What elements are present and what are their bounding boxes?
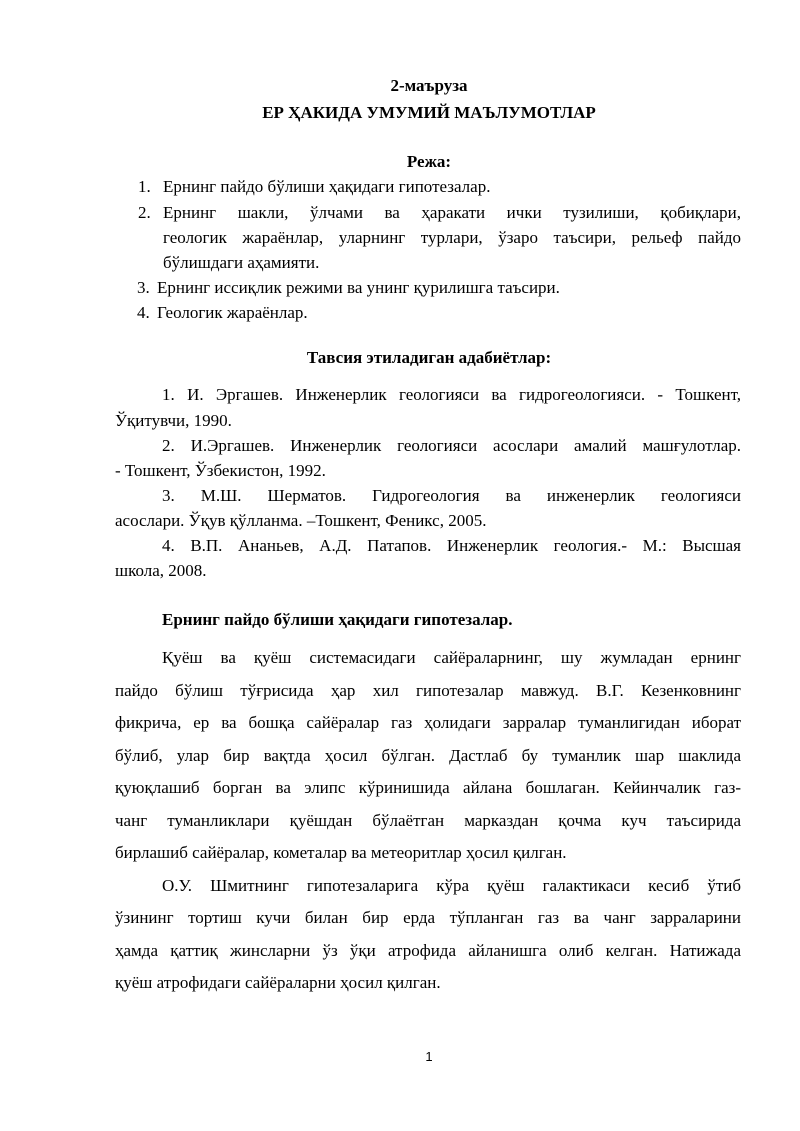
- paragraph-line: қуёш атрофидаги сайёраларни ҳосил қилган.: [115, 973, 441, 992]
- literature-item: 2. И.Эргашев. Инженерлик геологияси асослари амалий машғулотлар.: [162, 436, 741, 455]
- plan-item-line: Ернинг шакли, ўлчами ва ҳаракати ички тузилиши, қобиқлари,: [163, 203, 741, 222]
- paragraph-line: ўзининг тортиш кучи билан бир ерда тўпланган газ ва чанг зарраларини: [115, 908, 741, 927]
- paragraph-line: О.У. Шмитнинг гипотезаларига кўра қуёш галактикаси кесиб ўтиб: [162, 876, 741, 895]
- plan-heading: Режа:: [406, 152, 452, 171]
- paragraph-line: Қуёш ва қуёш системасидаги сайёраларнинг, шу жумладан ернинг: [162, 648, 741, 667]
- section-heading: Ернинг пайдо бўлиши ҳақидаги гипотезалар.: [162, 610, 513, 629]
- paragraph-line: ҳамда қаттиқ жинсларни ўз ўқи атрофида айланишга олиб келган. Натижада: [115, 941, 741, 960]
- literature-item: школа, 2008.: [115, 561, 207, 580]
- paragraph-line: чанг туманликлари қуёшдан бўлаётган марказдан қочма куч таъсирида: [115, 811, 741, 830]
- plan-item-line: бўлишдаги аҳамияти.: [163, 253, 320, 272]
- paragraph-line: фикрича, ер ва бошқа сайёралар газ ҳолидаги зарралар туманлигидан иборат: [115, 713, 741, 732]
- plan-item-number: 3.: [137, 278, 150, 297]
- literature-item: - Тошкент, Ўзбекистон, 1992.: [115, 461, 326, 480]
- literature-item: Ўқитувчи, 1990.: [115, 411, 232, 430]
- literature-item: 1. И. Эргашев. Инженерлик геологияси ва гидрогеологияси. - Тошкент,: [162, 385, 741, 404]
- plan-item-line: Геологик жараёнлар.: [157, 303, 308, 322]
- literature-item: 4. В.П. Ананьев, А.Д. Патапов. Инженерлик геология.- М.: Высшая: [162, 536, 741, 555]
- plan-item-line: геологик жараёнлар, уларнинг турлари, ўзаро таъсири, рельеф пайдо: [163, 228, 741, 247]
- plan-item-number: 1.: [138, 177, 151, 196]
- page-title: ЕР ҲАКИДА УМУМИЙ МАЪЛУМОТЛАР: [262, 103, 596, 122]
- paragraph-line: қуюқлашиб борган ва элипс кўринишида айлана бошлаган. Кейинчалик газ-: [115, 778, 741, 797]
- page-number: 1: [425, 1049, 433, 1064]
- plan-item-line: Ернинг иссиқлик режими ва унинг қурилишга таъсири.: [157, 278, 560, 297]
- plan-item-line: Ернинг пайдо бўлиши ҳақидаги гипотезалар.: [163, 177, 491, 196]
- lecture-number: 2-маъруза: [390, 76, 468, 95]
- literature-item: 3. М.Ш. Шерматов. Гидрогеология ва инженерлик геологияси: [162, 486, 741, 505]
- plan-item-number: 4.: [137, 303, 150, 322]
- literature-heading: Тавсия этиладиган адабиётлар:: [306, 348, 552, 367]
- paragraph-line: пайдо бўлиш тўғрисида ҳар хил гипотезалар мавжуд. В.Г. Кезенковнинг: [115, 681, 741, 700]
- paragraph-line: бўлиб, улар бир вақтда ҳосил бўлган. Дастлаб бу туманлик шар шаклида: [115, 746, 741, 765]
- paragraph-line: бирлашиб сайёралар, кометалар ва метеоритлар ҳосил қилган.: [115, 843, 567, 862]
- literature-item: асослари. Ўқув қўлланма. –Тошкент, Феникс, 2005.: [115, 511, 487, 530]
- plan-item-number: 2.: [138, 203, 151, 222]
